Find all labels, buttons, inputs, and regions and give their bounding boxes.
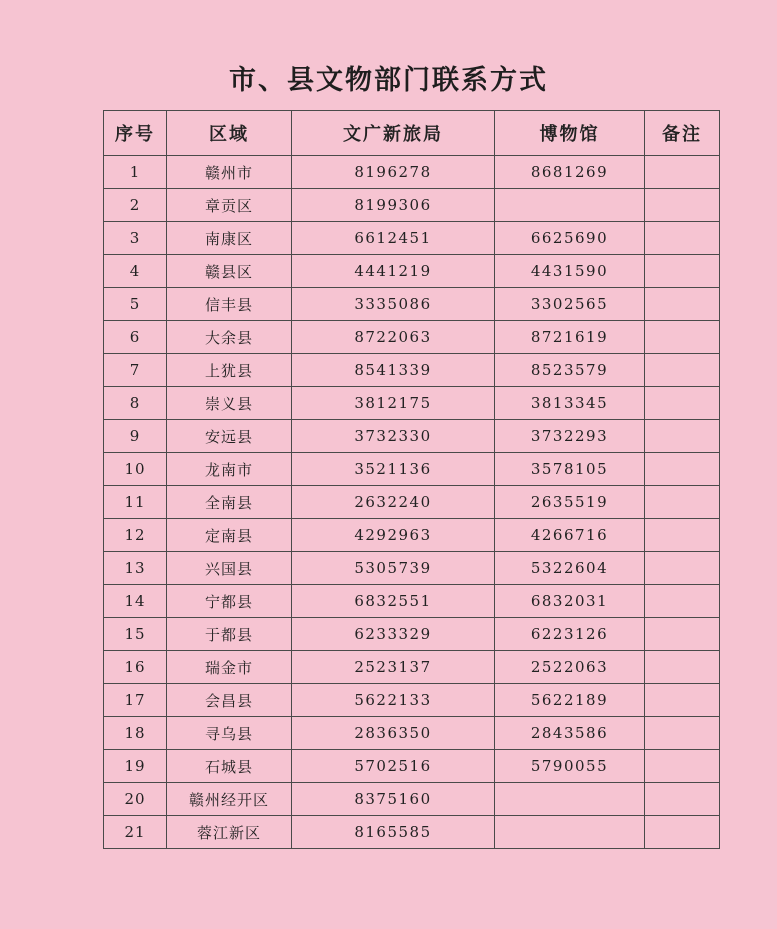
table-row xyxy=(104,387,720,420)
cell-museum-phone: 2522063 xyxy=(495,651,645,684)
cell-area: 上犹县 xyxy=(167,354,292,387)
cell-no: 8 xyxy=(104,387,167,420)
cell-no: 17 xyxy=(104,684,167,717)
cell-bureau-phone: 4292963 xyxy=(292,519,495,552)
cell-area: 宁都县 xyxy=(167,585,292,618)
table-body xyxy=(104,156,720,849)
cell-area: 崇义县 xyxy=(167,387,292,420)
cell-museum-phone xyxy=(495,783,645,816)
table-row xyxy=(104,420,720,453)
cell-bureau-phone: 3335086 xyxy=(292,288,495,321)
cell-area: 大余县 xyxy=(167,321,292,354)
cell-bureau-phone: 3812175 xyxy=(292,387,495,420)
cell-bureau-phone: 4441219 xyxy=(292,255,495,288)
cell-note xyxy=(645,321,720,354)
cell-no: 21 xyxy=(104,816,167,849)
cell-bureau-phone: 3521136 xyxy=(292,453,495,486)
cell-museum-phone: 4431590 xyxy=(495,255,645,288)
cell-bureau-phone: 8199306 xyxy=(292,189,495,222)
cell-no: 16 xyxy=(104,651,167,684)
header-no: 序号 xyxy=(104,111,167,156)
header-area: 区域 xyxy=(167,111,292,156)
cell-note xyxy=(645,156,720,189)
cell-bureau-phone: 8196278 xyxy=(292,156,495,189)
cell-museum-phone: 5790055 xyxy=(495,750,645,783)
cell-bureau-phone: 6233329 xyxy=(292,618,495,651)
table-row xyxy=(104,750,720,783)
cell-no: 1 xyxy=(104,156,167,189)
cell-area: 兴国县 xyxy=(167,552,292,585)
cell-museum-phone: 3813345 xyxy=(495,387,645,420)
cell-note xyxy=(645,255,720,288)
cell-note xyxy=(645,519,720,552)
cell-bureau-phone: 5305739 xyxy=(292,552,495,585)
table-row xyxy=(104,519,720,552)
document-title: 市、县文物部门联系方式 xyxy=(229,65,548,96)
cell-no: 12 xyxy=(104,519,167,552)
cell-museum-phone: 5322604 xyxy=(495,552,645,585)
cell-note xyxy=(645,651,720,684)
cell-museum-phone: 6832031 xyxy=(495,585,645,618)
cell-no: 15 xyxy=(104,618,167,651)
table-row xyxy=(104,288,720,321)
table-row xyxy=(104,783,720,816)
cell-area: 信丰县 xyxy=(167,288,292,321)
cell-note xyxy=(645,717,720,750)
table-row xyxy=(104,552,720,585)
table-row xyxy=(104,321,720,354)
contacts-table xyxy=(103,110,720,849)
cell-note xyxy=(645,486,720,519)
header-note: 备注 xyxy=(645,111,720,156)
cell-no: 4 xyxy=(104,255,167,288)
cell-museum-phone: 4266716 xyxy=(495,519,645,552)
table-row xyxy=(104,156,720,189)
cell-bureau-phone: 8375160 xyxy=(292,783,495,816)
cell-note xyxy=(645,189,720,222)
cell-note xyxy=(645,420,720,453)
cell-area: 会昌县 xyxy=(167,684,292,717)
cell-area: 石城县 xyxy=(167,750,292,783)
cell-museum-phone: 8721619 xyxy=(495,321,645,354)
cell-note xyxy=(645,354,720,387)
cell-area: 全南县 xyxy=(167,486,292,519)
cell-area: 赣县区 xyxy=(167,255,292,288)
cell-no: 5 xyxy=(104,288,167,321)
cell-note xyxy=(645,618,720,651)
cell-bureau-phone: 2632240 xyxy=(292,486,495,519)
cell-no: 13 xyxy=(104,552,167,585)
table-row xyxy=(104,684,720,717)
cell-note xyxy=(645,387,720,420)
cell-no: 19 xyxy=(104,750,167,783)
cell-bureau-phone: 5702516 xyxy=(292,750,495,783)
cell-no: 9 xyxy=(104,420,167,453)
cell-museum-phone: 3732293 xyxy=(495,420,645,453)
table-row xyxy=(104,453,720,486)
cell-area: 南康区 xyxy=(167,222,292,255)
cell-area: 赣州市 xyxy=(167,156,292,189)
cell-no: 3 xyxy=(104,222,167,255)
cell-note xyxy=(645,585,720,618)
cell-museum-phone: 8523579 xyxy=(495,354,645,387)
cell-no: 14 xyxy=(104,585,167,618)
table-row xyxy=(104,222,720,255)
table-row xyxy=(104,255,720,288)
cell-bureau-phone: 8722063 xyxy=(292,321,495,354)
table-row xyxy=(104,486,720,519)
cell-museum-phone: 3578105 xyxy=(495,453,645,486)
cell-area: 瑞金市 xyxy=(167,651,292,684)
table-row xyxy=(104,618,720,651)
cell-area: 蓉江新区 xyxy=(167,816,292,849)
header-bureau: 文广新旅局 xyxy=(292,111,495,156)
cell-no: 7 xyxy=(104,354,167,387)
cell-no: 6 xyxy=(104,321,167,354)
cell-area: 寻乌县 xyxy=(167,717,292,750)
cell-note xyxy=(645,816,720,849)
cell-area: 赣州经开区 xyxy=(167,783,292,816)
table-row xyxy=(104,585,720,618)
cell-museum-phone xyxy=(495,816,645,849)
cell-bureau-phone: 8165585 xyxy=(292,816,495,849)
table-row xyxy=(104,354,720,387)
cell-museum-phone: 3302565 xyxy=(495,288,645,321)
table-row xyxy=(104,717,720,750)
cell-museum-phone xyxy=(495,189,645,222)
cell-area: 章贡区 xyxy=(167,189,292,222)
cell-note xyxy=(645,783,720,816)
cell-bureau-phone: 2523137 xyxy=(292,651,495,684)
cell-no: 20 xyxy=(104,783,167,816)
cell-museum-phone: 8681269 xyxy=(495,156,645,189)
cell-bureau-phone: 2836350 xyxy=(292,717,495,750)
cell-note xyxy=(645,222,720,255)
table-row xyxy=(104,651,720,684)
table-row xyxy=(104,189,720,222)
cell-area: 定南县 xyxy=(167,519,292,552)
cell-bureau-phone: 3732330 xyxy=(292,420,495,453)
cell-note xyxy=(645,750,720,783)
cell-museum-phone: 6223126 xyxy=(495,618,645,651)
header-museum: 博物馆 xyxy=(495,111,645,156)
cell-museum-phone: 5622189 xyxy=(495,684,645,717)
cell-bureau-phone: 6612451 xyxy=(292,222,495,255)
cell-bureau-phone: 8541339 xyxy=(292,354,495,387)
cell-museum-phone: 2635519 xyxy=(495,486,645,519)
cell-note xyxy=(645,453,720,486)
cell-no: 11 xyxy=(104,486,167,519)
cell-no: 10 xyxy=(104,453,167,486)
cell-area: 于都县 xyxy=(167,618,292,651)
cell-area: 龙南市 xyxy=(167,453,292,486)
cell-museum-phone: 2843586 xyxy=(495,717,645,750)
cell-note xyxy=(645,684,720,717)
cell-no: 2 xyxy=(104,189,167,222)
table-header-row xyxy=(104,111,720,156)
table-row xyxy=(104,816,720,849)
cell-area: 安远县 xyxy=(167,420,292,453)
cell-museum-phone: 6625690 xyxy=(495,222,645,255)
cell-bureau-phone: 5622133 xyxy=(292,684,495,717)
cell-note xyxy=(645,552,720,585)
cell-no: 18 xyxy=(104,717,167,750)
cell-bureau-phone: 6832551 xyxy=(292,585,495,618)
cell-note xyxy=(645,288,720,321)
